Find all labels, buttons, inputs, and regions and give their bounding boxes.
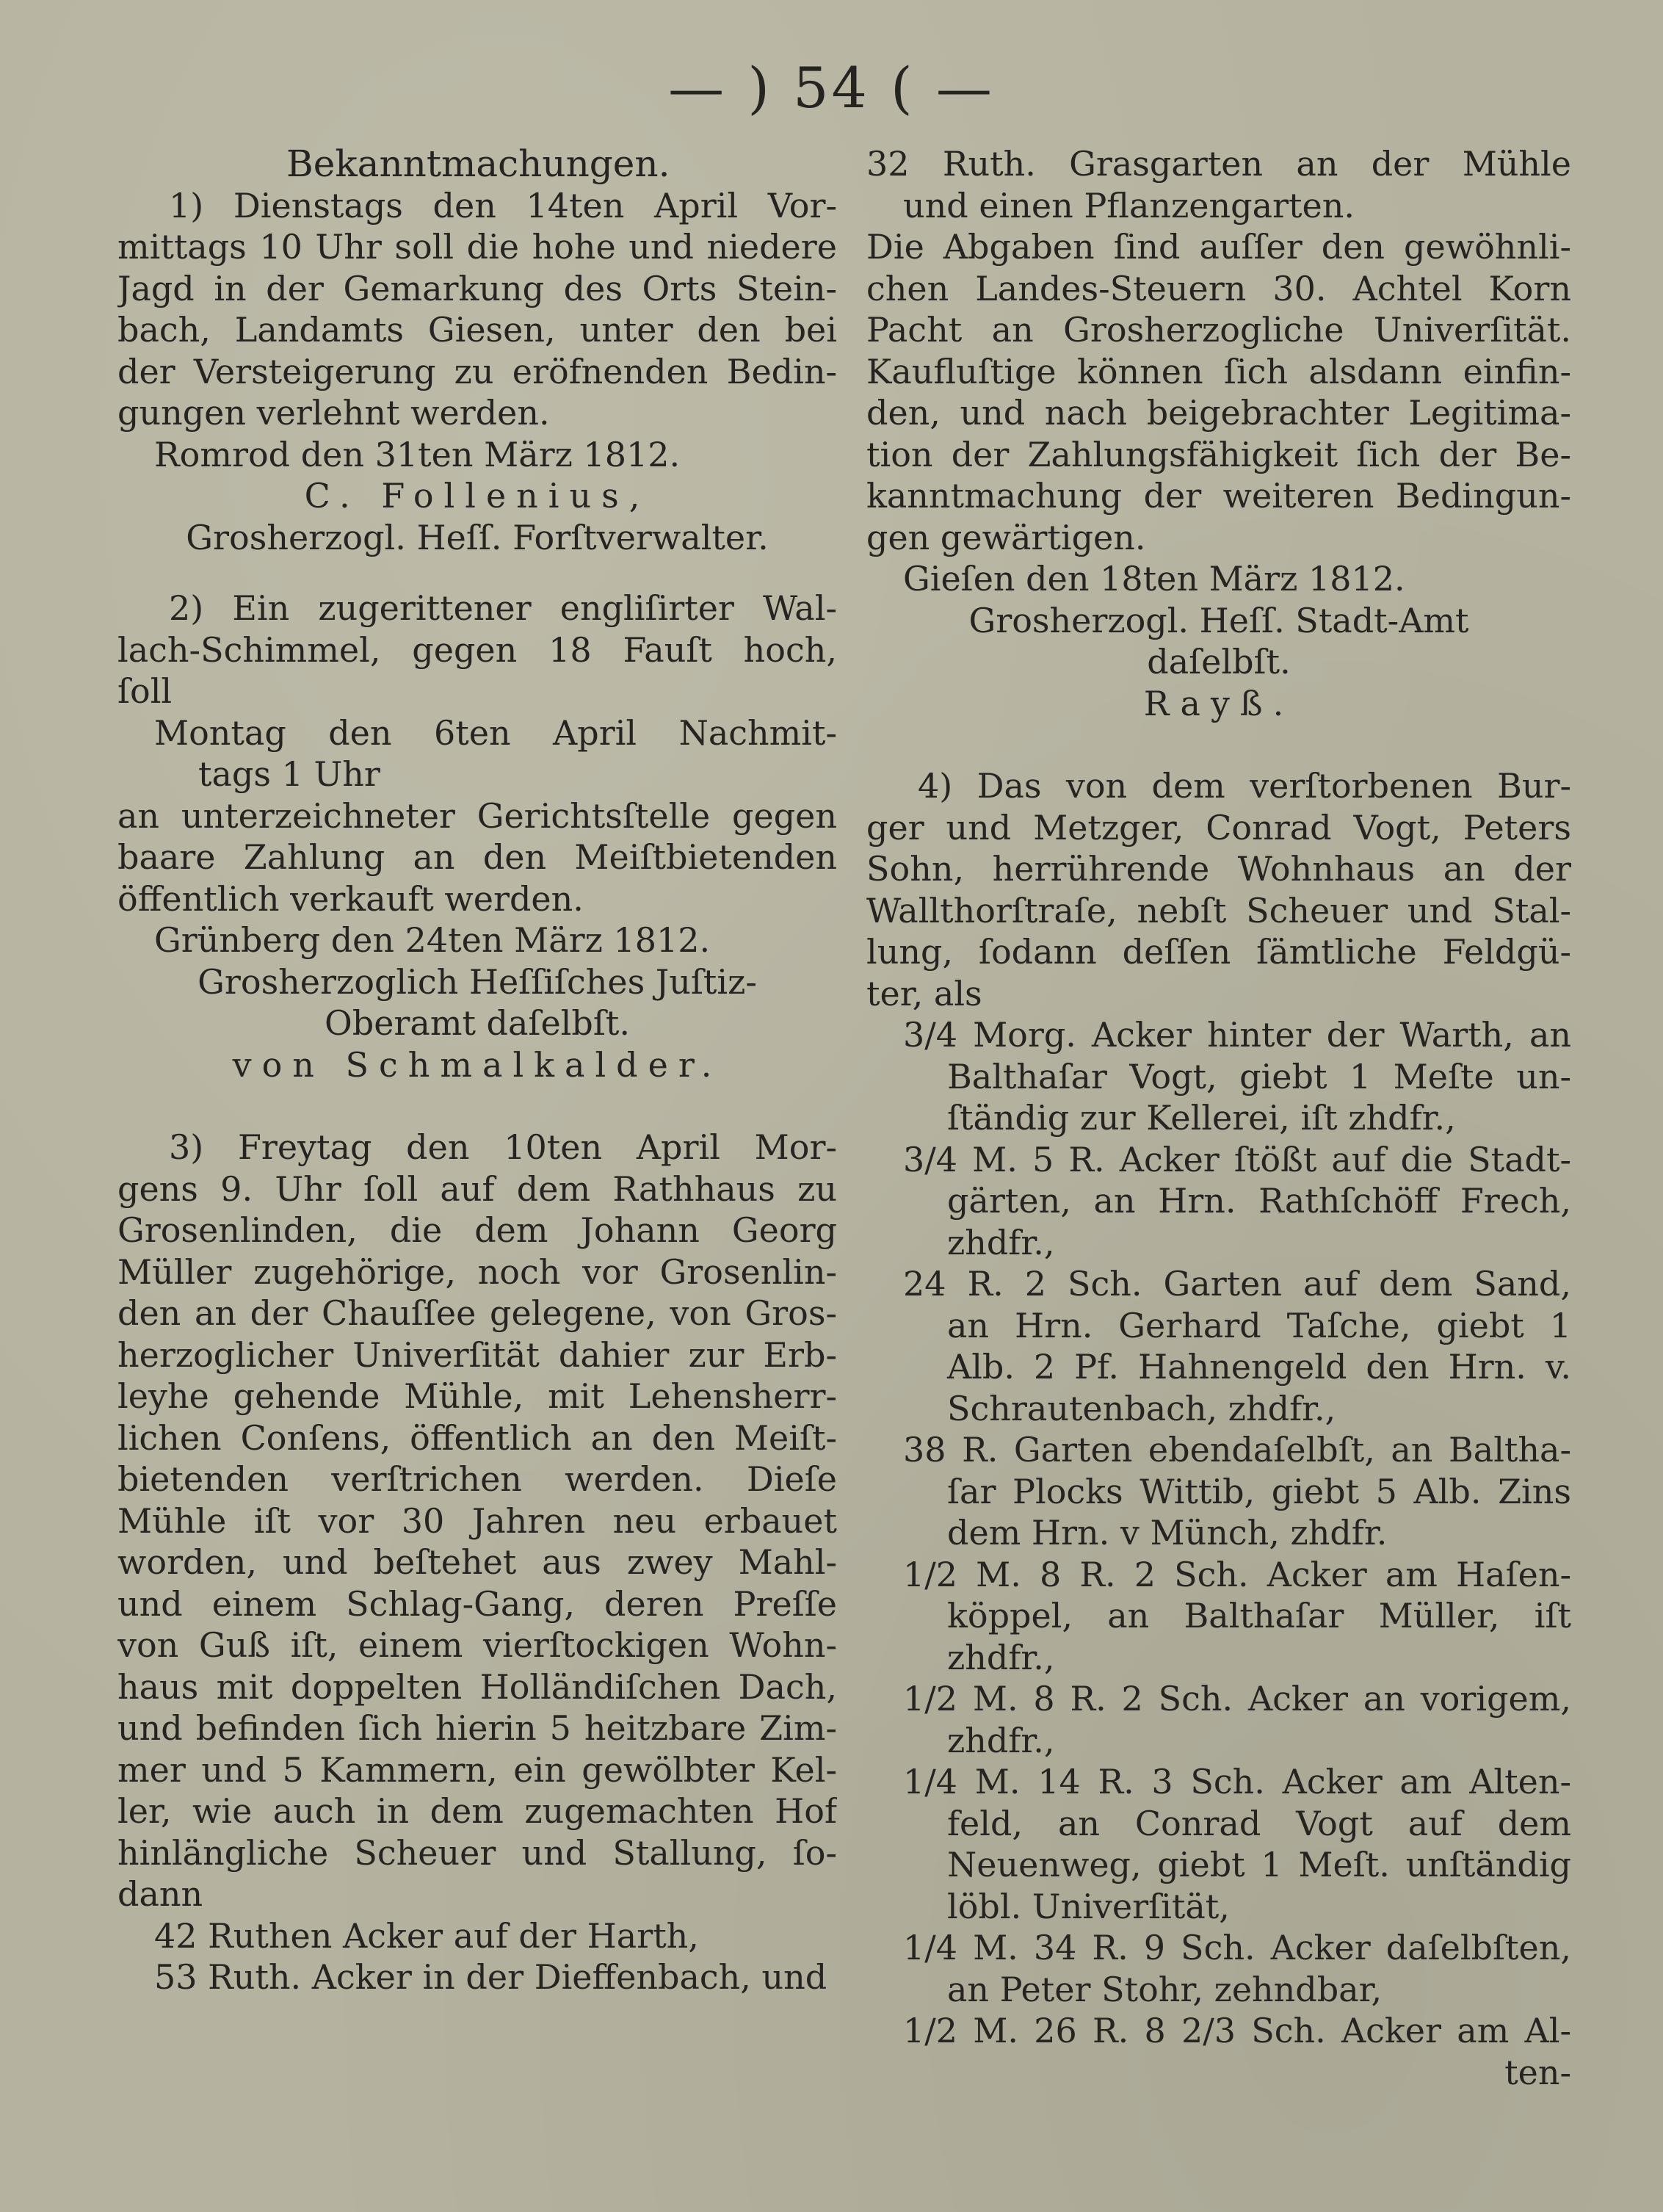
section-heading: Bekanntmachungen. [286, 143, 670, 185]
text-line: dann [117, 1874, 203, 1914]
text-line: lach-Schimmel, gegen 18 Fauſt hoch, [117, 629, 837, 670]
list-item: 24 R. 2 Sch. Garten auf dem Sand, [903, 1264, 1571, 1304]
text-line: mittags 10 Uhr soll die hohe und niedere [117, 227, 837, 267]
list-item: 32 Ruth. Grasgarten an der Mühle [866, 144, 1571, 184]
text-line: tion der Zahlungsfähigkeit ſich der Be- [866, 434, 1571, 474]
list-item-cont: an Peter Stohr, zehndbar, [947, 1969, 1383, 2009]
text-line: 3) Freytag den 10ten April Mor- [169, 1127, 837, 1167]
text-line: chen Landes-Steuern 30. Achtel Korn [866, 268, 1571, 308]
date-line: tags 1 Uhr [198, 754, 380, 794]
text-line: leyhe gehende Mühle, mit Lehensherr- [117, 1376, 837, 1416]
list-item-cont: feld, an Conrad Vogt auf dem [947, 1803, 1571, 1843]
text-line: Sohn, herrührende Wohnhaus an der [866, 849, 1571, 889]
text-line: ter, als [866, 973, 982, 1013]
text-line: Mühle iſt vor 30 Jahren neu erbauet [117, 1500, 837, 1541]
catchword: ten- [1504, 2052, 1571, 2092]
text-line: baare Zahlung an den Meiſtbietenden [117, 837, 837, 877]
text-line: Müller zugehörige, noch vor Grosenlin- [117, 1251, 837, 1292]
text-line: lung, ſodann deſſen ſämtliche Feldgü- [866, 932, 1571, 972]
left-column [117, 143, 837, 1998]
notice-4 [866, 765, 1571, 2093]
text-line: öffentlich verkauft werden. [117, 878, 584, 919]
list-item-cont: Schrautenbach, zhdfr., [947, 1388, 1336, 1428]
list-item-cont: gärten, an Hrn. Rathſchöff Frech, [947, 1181, 1571, 1221]
text-line: mer und 5 Kammern, ein gewölbter Kel- [117, 1749, 837, 1790]
text-line: und befinden ſich hierin 5 heitzbare Zim- [117, 1708, 837, 1748]
text-line: lichen Conſens, öffentlich an den Meiſt- [117, 1417, 837, 1458]
notice-2 [117, 588, 837, 1085]
text-line: gen gewärtigen. [866, 517, 1146, 557]
list-item: 1/2 M. 26 R. 8 2/3 Sch. Acker am Al- [903, 2011, 1571, 2050]
list-item-cont: löbl. Univerſität, [947, 1886, 1230, 1926]
text-line: ler, wie auch in dem zugemachten Hof [117, 1791, 837, 1831]
text-line: und einem Schlag-Gang, deren Preſſe [117, 1583, 837, 1624]
text-line: Grosenlinden, die dem Johann Georg [117, 1210, 837, 1250]
text-line: bach, Landamts Giesen, unter den bei [117, 310, 837, 350]
text-line: gens 9. Uhr ſoll auf dem Rathhaus zu [117, 1168, 837, 1209]
right-column [866, 143, 1571, 2093]
text-line: den, und nach beigebrachter Legitima- [866, 393, 1571, 433]
list-item: 42 Ruthen Acker auf der Harth, [154, 1915, 699, 1956]
text-line: ſoll [117, 671, 173, 711]
notice-3-continued [866, 143, 1571, 724]
list-item: 53 Ruth. Acker in der Dieffenbach, und [154, 1957, 827, 1997]
list-item-cont: Alb. 2 Pf. Hahnengeld den Hrn. v. [947, 1347, 1571, 1387]
list-item: 38 R. Garten ebendaſelbſt, an Baltha- [903, 1430, 1571, 1470]
text-line: Pacht an Grosherzogliche Univerſität. [866, 310, 1571, 350]
text-line: hinlängliche Scheuer und Stallung, ſo- [117, 1832, 837, 1873]
text-line: kanntmachung der weiteren Bedingun- [866, 476, 1571, 516]
text-line: 2) Ein zugerittener engliſirter Wal- [169, 588, 837, 628]
list-item-cont: köppel, an Balthaſar Müller, iſt [947, 1596, 1571, 1635]
text-line: der Versteigerung zu eröfnenden Bedin- [117, 351, 837, 391]
list-item-cont: dem Hrn. v Münch, zhdfr. [947, 1513, 1388, 1553]
text-line: Jagd in der Gemarkung des Orts Stein- [117, 268, 837, 308]
notice-1 [117, 185, 837, 559]
text-line: den an der Chauſſee gelegene, von Gros- [117, 1293, 837, 1333]
list-item: 1/4 M. 34 R. 9 Sch. Acker daſelbſten, [903, 1928, 1571, 1967]
signature-title: Grosherzoglich Heſſiſches Juſtiz- [198, 961, 757, 1002]
text-line: gungen verlehnt werden. [117, 393, 550, 433]
signature-title: Grosherzogl. Heſſ. Forſtverwalter. [186, 517, 769, 557]
text-line: Kaufluſtige können ſich alsdann einfin- [866, 351, 1571, 391]
signature-title: Grosherzogl. Heſſ. Stadt-Amt [968, 600, 1469, 640]
list-item-cont: zhdfr., [947, 1720, 1055, 1760]
date-line: Montag den 6ten April Nachmit- [154, 712, 837, 753]
list-item-cont: ſar Plocks Wittib, giebt 5 Alb. Zins [947, 1471, 1571, 1511]
list-item-cont: Balthaſar Vogt, giebt 1 Meſte un- [947, 1056, 1571, 1096]
list-item-cont: Neuenweg, giebt 1 Meſt. unſtändig [947, 1845, 1571, 1884]
text-line: herzoglicher Univerſität dahier zur Erb- [117, 1334, 837, 1375]
text-line: worden, und beſtehet aus zwey Mahl- [117, 1542, 837, 1582]
list-item-cont: ſtändig zur Kellerei, iſt zhdfr., [947, 1098, 1456, 1138]
signature-name: von Schmalkalder. [232, 1044, 722, 1085]
list-item: 1/4 M. 14 R. 3 Sch. Acker am Alten- [903, 1762, 1571, 1801]
place-date: Gieſen den 18ten März 1812. [903, 559, 1405, 599]
list-item-cont: zhdfr., [947, 1222, 1055, 1262]
text-line: von Guß iſt, einem vierſtockigen Wohn- [117, 1625, 837, 1665]
text-line: an unterzeichneter Gerichtsſtelle gegen [117, 795, 837, 836]
list-item: 3/4 M. 5 R. Acker ſtößt auf die Stadt- [903, 1139, 1571, 1179]
list-item: 1/2 M. 8 R. 2 Sch. Acker am Haſen- [903, 1554, 1571, 1594]
text-line: haus mit doppelten Holländiſchen Dach, [117, 1666, 837, 1707]
signature-title: Oberamt daſelbſt. [325, 1003, 630, 1043]
list-item: 1/2 M. 8 R. 2 Sch. Acker an vorigem, [903, 1679, 1571, 1718]
list-item-cont: an Hrn. Gerhard Taſche, giebt 1 [947, 1305, 1571, 1345]
text-line: 4) Das von dem verſtorbenen Bur- [918, 766, 1571, 806]
text-line: 1) Dienstags den 14ten April Vor- [169, 185, 837, 225]
text-line: Wallthorſtraſe, nebſt Scheuer und Stal- [866, 890, 1571, 930]
notice-3 [117, 1127, 837, 1998]
signature-name: Rayß. [1143, 683, 1294, 723]
signature-name: C. Follenius, [304, 476, 651, 516]
list-item-cont: zhdfr., [947, 1637, 1055, 1677]
text-line: bietenden verſtrichen werden. Dieſe [117, 1459, 837, 1499]
place-date: Grünberg den 24ten März 1812. [154, 920, 711, 960]
text-line: ger und Metzger, Conrad Vogt, Peters [866, 807, 1571, 847]
list-item: und einen Pflanzengarten. [903, 185, 1355, 225]
page-number: — ) 54 ( — [668, 55, 995, 120]
list-item: 3/4 Morg. Acker hinter der Warth, an [903, 1015, 1571, 1055]
place-date: Romrod den 31ten März 1812. [154, 434, 681, 474]
signature-title: daſelbſt. [1147, 642, 1291, 682]
text-line: Die Abgaben ſind auſſer den gewöhnli- [866, 227, 1571, 267]
